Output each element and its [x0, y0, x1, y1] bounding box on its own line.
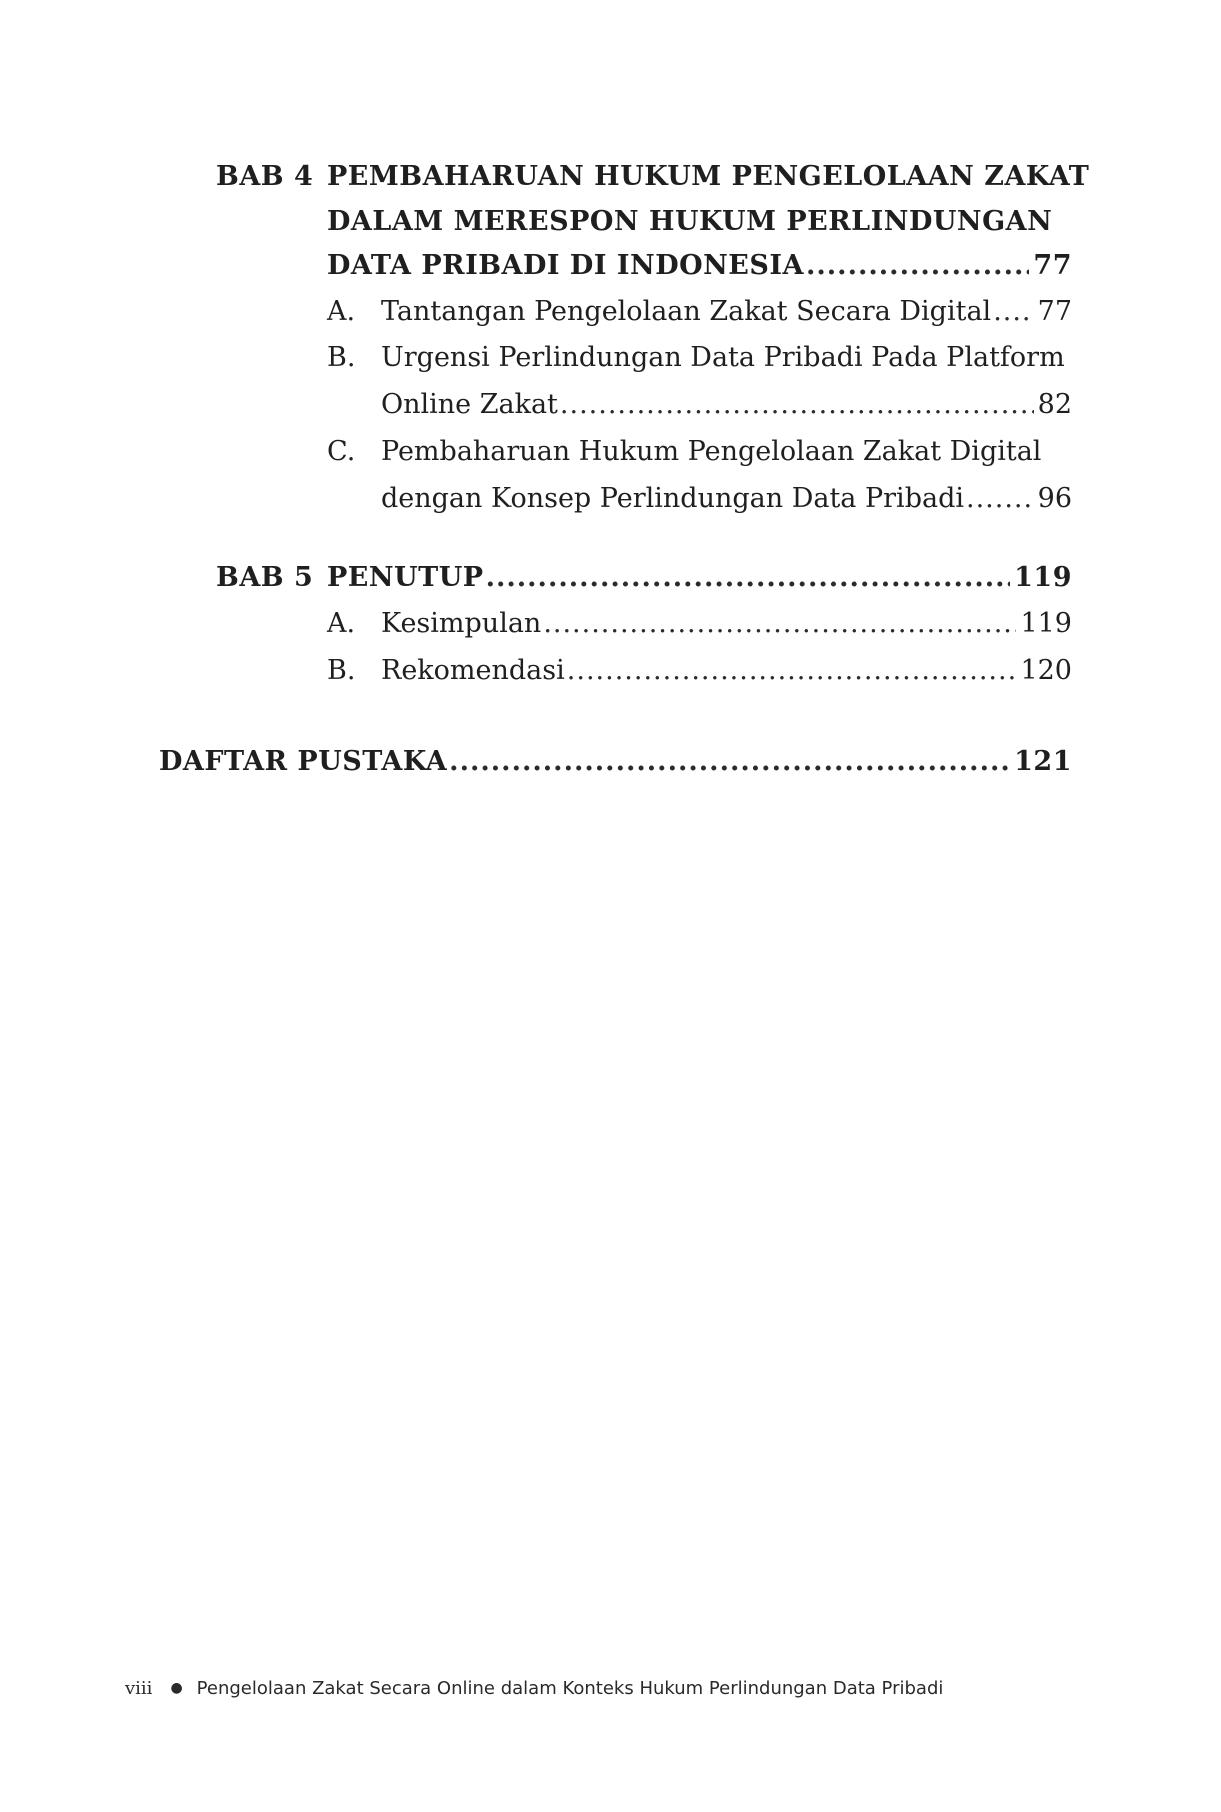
section-4c-title-line-1: Pembaharuan Hukum Pengelolaan Zakat Digital — [381, 436, 1042, 467]
section-4a-entry[interactable] — [381, 292, 1072, 332]
chapter-4-page: 77 — [1033, 250, 1072, 281]
section-4c-letter: C. — [327, 436, 356, 467]
section-4b-title-line-1: Urgensi Perlindungan Data Pribadi Pada Platform — [381, 342, 1065, 373]
leader-dots — [543, 604, 1016, 644]
leader-dots — [486, 558, 1011, 598]
section-4b-letter: B. — [327, 342, 356, 373]
chapter-4-title-line-3: DATA PRIBADI DI INDONESIA — [327, 250, 804, 281]
chapter-4-title-entry[interactable] — [327, 246, 1072, 286]
section-5b-letter: B. — [327, 655, 356, 686]
leader-dots — [806, 246, 1029, 286]
section-4a-letter: A. — [327, 296, 356, 327]
leader-dots — [560, 385, 1034, 425]
section-4b-entry[interactable] — [381, 385, 1072, 425]
section-4b-page: 82 — [1037, 389, 1072, 420]
footer-page-number: viii — [125, 1678, 153, 1699]
section-4c-entry[interactable] — [381, 479, 1072, 519]
leader-dots — [449, 742, 1010, 782]
leader-dots — [567, 651, 1017, 691]
section-5b-title: Rekomendasi — [381, 655, 565, 686]
section-4a-page: 77 — [1037, 296, 1072, 327]
section-4b-title-line-2: Online Zakat — [381, 389, 558, 420]
bibliography-entry[interactable] — [159, 742, 1072, 782]
chapter-4-title-line-1: PEMBAHARUAN HUKUM PENGELOLAAN ZAKAT — [327, 161, 1090, 192]
section-5a-page: 119 — [1020, 608, 1072, 639]
footer-book-title: Pengelolaan Zakat Secara Online dalam Konteks Hukum Perlindungan Data Pribadi — [196, 1678, 944, 1699]
section-5b-entry[interactable] — [381, 651, 1072, 691]
section-5b-page: 120 — [1020, 655, 1072, 686]
chapter-5-entry[interactable] — [327, 558, 1072, 598]
chapter-5-page: 119 — [1014, 562, 1072, 593]
page-footer — [125, 1675, 943, 1702]
bullet-icon: ● — [170, 1680, 183, 1696]
leader-dots — [966, 479, 1034, 519]
bibliography-page: 121 — [1014, 746, 1072, 777]
chapter-5-title: PENUTUP — [327, 562, 484, 593]
section-5a-letter: A. — [327, 608, 356, 639]
chapter-4-label: BAB 4 — [216, 161, 314, 192]
section-4c-page: 96 — [1037, 483, 1072, 514]
section-5a-title: Kesimpulan — [381, 608, 542, 639]
chapter-5-label: BAB 5 — [216, 562, 314, 593]
section-4c-title-line-2: dengan Konsep Perlindungan Data Pribadi — [381, 483, 964, 514]
section-5a-entry[interactable] — [381, 604, 1072, 644]
section-4a-title: Tantangan Pengelolaan Zakat Secara Digital — [381, 296, 992, 327]
leader-dots — [993, 292, 1033, 332]
bibliography-title: DAFTAR PUSTAKA — [159, 746, 448, 777]
chapter-4-title-line-2: DALAM MERESPON HUKUM PERLINDUNGAN — [327, 206, 1053, 237]
